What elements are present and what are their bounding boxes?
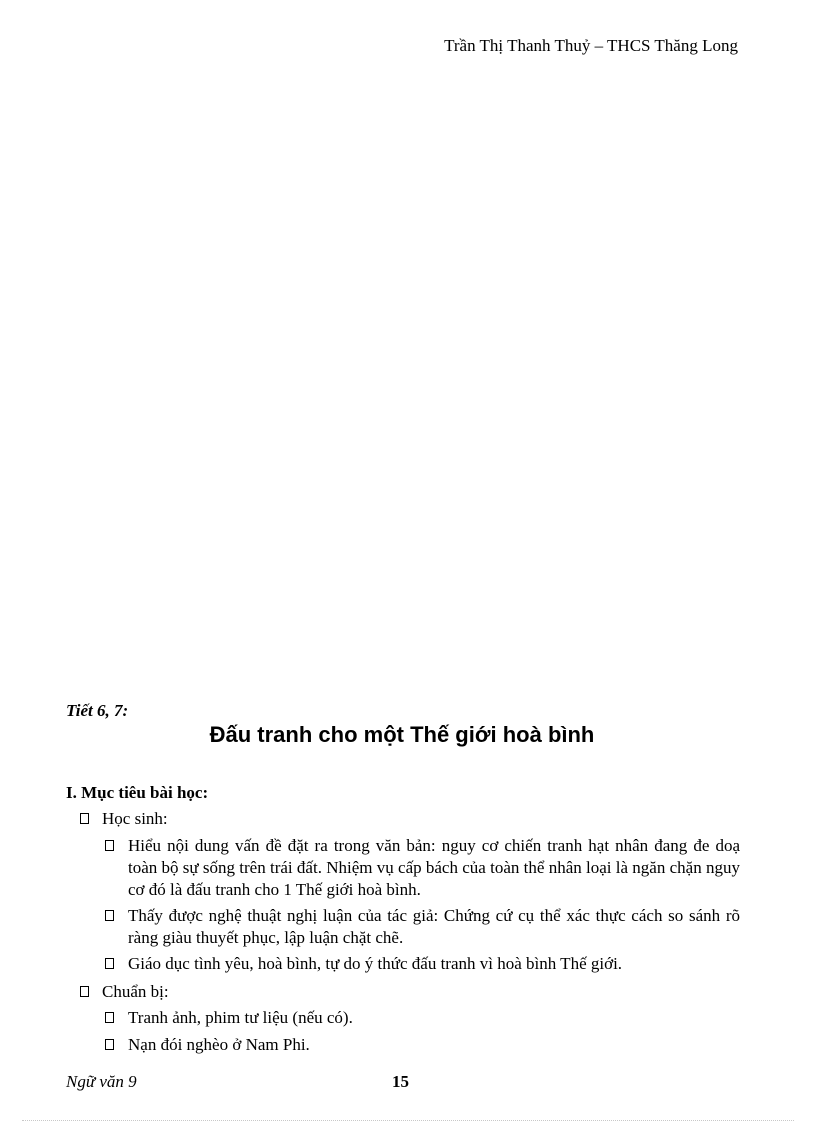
checkbox-bullet-icon [105,958,114,969]
checkbox-bullet-icon [80,813,89,824]
bullet-prepare [80,981,740,1003]
page-header-author: Trần Thị Thanh Thuỷ – THCS Thăng Long [444,36,738,55]
bullet-text: Học sinh: [102,809,168,828]
bullet-text: Hiểu nội dung vấn đề đặt ra trong văn bản: nguy cơ chiến tranh hạt nhân đang đe doạ toàn bộ sự sống trên trái đất. Nhiệm vụ cấp bách của toàn thể nhân loại là ngăn chặn nguy cơ đó là đấu tranh cho 1 Thế giới hoà bình. [128,836,740,899]
checkbox-bullet-icon [80,986,89,997]
page-bottom-divider [22,1120,794,1121]
bullet-text: Chuẩn bị: [102,982,169,1001]
checkbox-bullet-icon [105,840,114,851]
checkbox-bullet-icon [105,1012,114,1023]
sub-bullet-art [105,905,740,949]
bullet-text: Thấy được nghệ thuật nghị luận của tác giả: Chứng cứ cụ thể xác thực cách so sánh rõ ràng giàu thuyết phục, lập luận chặt chẽ. [128,906,740,947]
bullet-text: Tranh ảnh, phim tư liệu (nếu có). [128,1008,353,1027]
lesson-title: Đấu tranh cho một Thế giới hoà bình [209,722,595,747]
bullet-students [80,808,740,830]
lesson-label: Tiết 6, 7: [66,701,129,720]
bullet-text: Nạn đói nghèo ở Nam Phi. [128,1035,310,1054]
checkbox-bullet-icon [105,910,114,921]
page-number: 15 [392,1072,409,1091]
checkbox-bullet-icon [105,1039,114,1050]
sub-bullet-understand [105,835,740,901]
sub-bullet-pictures [105,1007,740,1029]
bullet-text: Giáo dục tình yêu, hoà bình, tự do ý thức đấu tranh vì hoà bình Thế giới. [128,954,623,973]
section-heading-objectives: I. Mục tiêu bài học: [66,783,209,802]
sub-bullet-famine [105,1034,740,1056]
page-footer-subject: Ngữ văn 9 [66,1072,137,1091]
sub-bullet-educate [105,953,740,975]
